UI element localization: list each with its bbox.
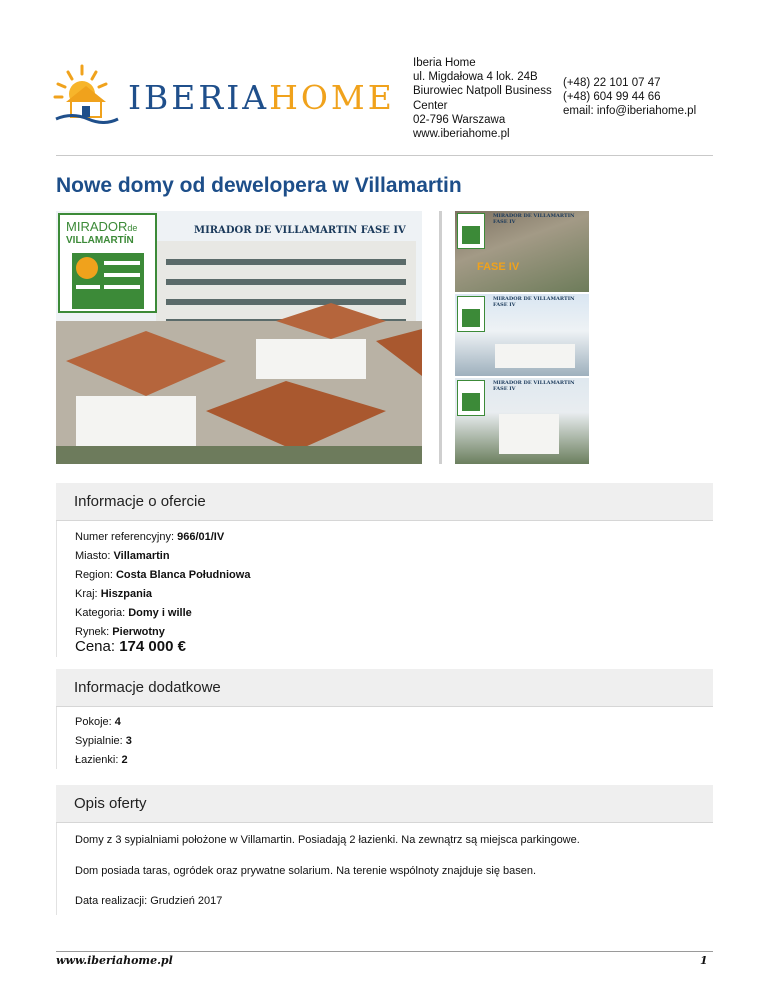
address-line: Biurowiec Natpoll Business (413, 85, 552, 98)
info-row-city (75, 550, 170, 562)
info-value: 966/01/IV (177, 531, 225, 543)
thumb-house-shape (499, 414, 559, 454)
mirador-emblem-icon (72, 253, 144, 309)
page-number: 1 (700, 954, 708, 967)
description-paragraph: Domy z 3 sypialniami położone w Villamartin. Posiadają 2 łazienki. Na zewnątrz są miejsca parkingowe. (75, 834, 580, 846)
info-label: Miasto: (75, 550, 114, 562)
info-value: Pierwotny (112, 626, 165, 638)
address-line: 02-796 Warszawa (413, 113, 506, 126)
description-header (56, 785, 713, 823)
mirador-logo (58, 213, 157, 313)
house-sun-icon (52, 64, 122, 124)
section-heading: Informacje o ofercie (74, 493, 206, 510)
company-contact (563, 76, 696, 119)
thumbnail-3[interactable] (455, 378, 589, 464)
address-line: Iberia Home (413, 57, 476, 69)
thumb-overlay-text: FASE IV (477, 261, 520, 273)
offer-info-header (56, 483, 713, 521)
email-link[interactable]: email: info@iberiahome.pl (563, 105, 697, 118)
info-label: Łazienki: (75, 754, 122, 766)
header-divider (56, 155, 713, 156)
page-title: Nowe domy od dewelopera w Villamartin (56, 174, 462, 197)
info-row-market (75, 626, 165, 638)
price-value: 174 000 € (119, 638, 186, 655)
extra-info-header (56, 669, 713, 707)
iberiahome-logo (52, 64, 395, 124)
info-row-region (75, 569, 250, 581)
address-line: Center (413, 99, 448, 112)
info-label: Pokoje: (75, 716, 115, 728)
footer-website-link[interactable]: www.iberiahome.pl (56, 954, 173, 967)
logo-wordmark: IBERIAHOME (128, 78, 395, 117)
mirador-logo-de: de (127, 223, 138, 233)
mirador-logo-line2: VILLAMARTÍN (66, 235, 134, 246)
thumb-logo-icon (457, 296, 485, 332)
description-body (56, 823, 714, 915)
thumb-house-shape (495, 344, 575, 368)
offer-info-body (56, 521, 714, 657)
main-property-photo[interactable] (56, 211, 422, 464)
info-value: Villamartin (113, 550, 170, 562)
info-value: Hiszpania (100, 588, 153, 600)
company-address (413, 56, 552, 141)
thumb-caption: MIRADOR DE VILLAMARTIN FASE IV (493, 296, 575, 308)
info-value: Costa Blanca Południowa (115, 569, 251, 581)
info-row-rooms (75, 716, 121, 728)
phone-1[interactable]: (+48) 22 101 07 47 (563, 77, 661, 89)
info-row-bathrooms (75, 754, 128, 766)
section-heading: Opis oferty (74, 795, 147, 812)
info-label: Numer referencyjny: (75, 531, 178, 543)
price (75, 638, 186, 655)
info-value: 3 (125, 735, 132, 747)
website-link[interactable]: www.iberiahome.pl (413, 128, 510, 141)
thumbnail-1[interactable] (455, 211, 589, 292)
thumb-logo-icon (457, 380, 485, 416)
extra-info-body (56, 707, 714, 769)
gallery-divider (439, 211, 442, 464)
price-label: Cena: (75, 638, 120, 655)
info-row-reference (75, 531, 224, 543)
address-line: ul. Migdałowa 4 lok. 24B (413, 71, 538, 84)
main-photo-caption: MIRADOR DE VILLAMARTIN FASE IV (194, 225, 406, 236)
thumb-caption: MIRADOR DE VILLAMARTIN FASE IV (493, 213, 575, 225)
info-label: Kraj: (75, 588, 101, 600)
section-heading: Informacje dodatkowe (74, 679, 221, 696)
info-label: Region: (75, 569, 116, 581)
info-row-country (75, 588, 152, 600)
footer-divider (56, 951, 713, 952)
info-value: 4 (114, 716, 121, 728)
thumbnail-2[interactable] (455, 294, 589, 376)
info-value: 2 (121, 754, 128, 766)
info-label: Kategoria: (75, 607, 129, 619)
info-value: Domy i wille (128, 607, 192, 619)
info-row-bedrooms (75, 735, 132, 747)
phone-2[interactable]: (+48) 604 99 44 66 (563, 91, 661, 104)
thumb-logo-icon (457, 213, 485, 249)
info-label: Rynek: (75, 626, 113, 638)
description-paragraph: Dom posiada taras, ogródek oraz prywatne solarium. Na terenie wspólnoty znajduje się basen. (75, 865, 537, 877)
mirador-logo-line1: MIRADOR (66, 219, 128, 234)
info-label: Sypialnie: (75, 735, 126, 747)
thumb-caption: MIRADOR DE VILLAMARTIN FASE IV (493, 380, 575, 392)
info-row-category (75, 607, 192, 619)
description-paragraph: Data realizacji: Grudzień 2017 (75, 895, 223, 907)
